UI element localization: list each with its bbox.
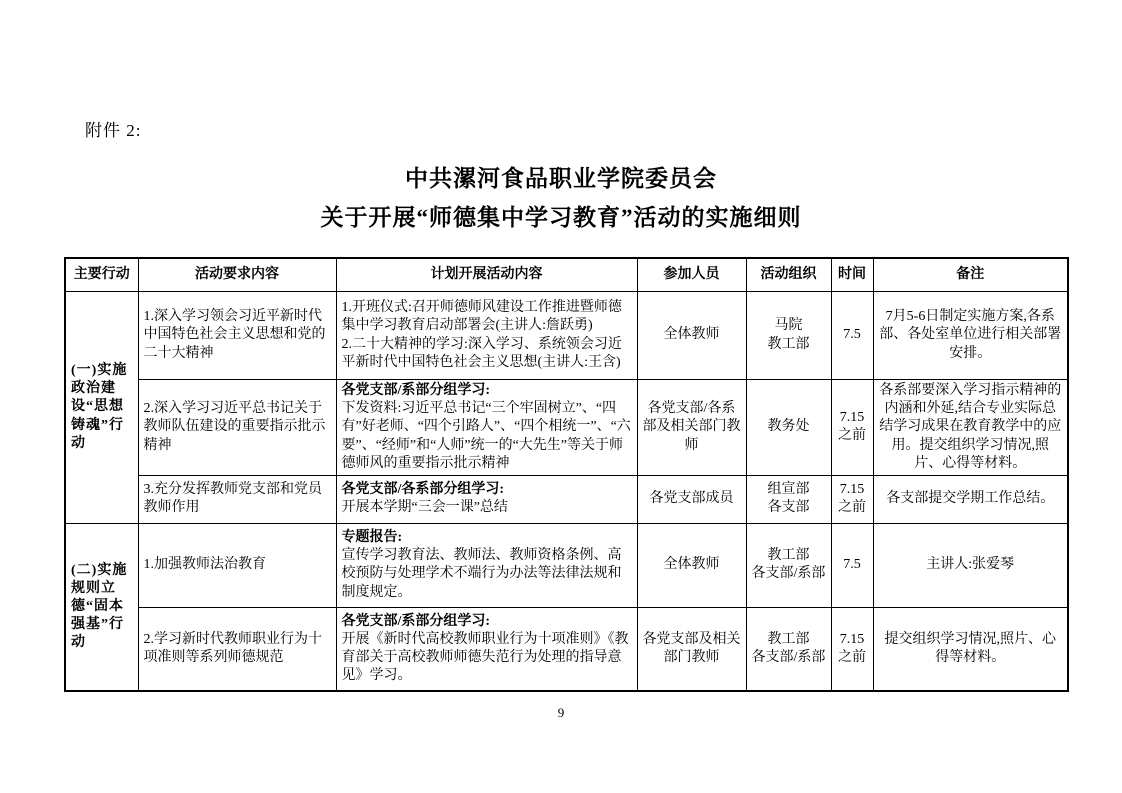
organizer-line: 教工部 [767, 548, 810, 564]
plan-item: 下发资料:习近平总书记“三个牢固树立”、“四有”好老师、“四个引路人”、“四个相统一”、“六要”、“经师”和“人师”统一的“大先生”等关于师德师风的重要指示批示精神 [341, 401, 631, 471]
plan-cell [336, 523, 637, 607]
plan-cell [336, 380, 637, 476]
participants-cell: 各党支部/各系部及相关部门教师 [637, 380, 746, 476]
participants-cell: 全体教师 [637, 292, 746, 380]
header-participants: 参加人员 [637, 258, 746, 292]
organizer-line: 组宣部 [767, 482, 810, 498]
organizer-line: 教务处 [767, 419, 810, 435]
document-title-line2: 关于开展“师德集中学习教育”活动的实施细则 [320, 205, 802, 230]
organizer-line: 各支部/系部 [751, 650, 826, 666]
participants-cell: 全体教师 [637, 523, 746, 607]
organizer-cell [746, 475, 831, 523]
header-requirement: 活动要求内容 [138, 258, 336, 292]
document-title-line1: 中共漯河食品职业学院委员会 [405, 166, 717, 191]
organizer-cell [746, 380, 831, 476]
header-main-action: 主要行动 [65, 258, 138, 292]
table-row [65, 380, 1068, 476]
organizer-cell [746, 607, 831, 691]
group-2-label: (二)实施规则立德“固本强基”行动 [65, 523, 138, 691]
table-header-row [65, 258, 1068, 292]
activity-schedule-table [64, 257, 1069, 692]
table-row [65, 607, 1068, 691]
remarks-cell: 提交组织学习情况,照片、心得等材料。 [873, 607, 1068, 691]
table-row [65, 523, 1068, 607]
organizer-line: 马院 [774, 318, 803, 334]
organizer-cell [746, 292, 831, 380]
remarks-cell: 7月5-6日制定实施方案,各系部、各处室单位进行相关部署安排。 [873, 292, 1068, 380]
attachment-label: 附件 2: [85, 121, 142, 140]
remarks-cell: 各支部提交学期工作总结。 [873, 475, 1068, 523]
plan-item: 宣传学习教育法、教师法、教师资格条例、高校预防与处理学术不端行为办法等法律法规和制度规定。 [341, 548, 622, 600]
requirement-cell: 1.深入学习领会习近平新时代中国特色社会主义思想和党的二十大精神 [138, 292, 336, 380]
plan-cell [336, 292, 637, 380]
organizer-line: 各支部/系部 [751, 566, 826, 582]
plan-heading: 各党支部/系部分组学习: [341, 383, 491, 398]
group-1-label: (一)实施政治建设“思想铸魂”行动 [65, 292, 138, 524]
plan-cell [336, 607, 637, 691]
table-row [65, 292, 1068, 380]
requirement-cell: 3.充分发挥教师党支部和党员教师作用 [138, 475, 336, 523]
time-cell: 7.15之前 [831, 380, 873, 476]
organizer-cell [746, 523, 831, 607]
plan-heading: 各党支部/系部分组学习: [341, 613, 491, 629]
participants-cell: 各党支部成员 [637, 475, 746, 523]
plan-item: 开展本学期“三会一课”总结 [341, 500, 508, 516]
plan-heading: 专题报告: [341, 530, 403, 546]
time-cell: 7.5 [831, 523, 873, 607]
plan-cell [336, 475, 637, 523]
header-remarks: 备注 [873, 258, 1068, 292]
time-cell: 7.15之前 [831, 607, 873, 691]
header-plan: 计划开展活动内容 [336, 258, 637, 292]
header-organizer: 活动组织 [746, 258, 831, 292]
requirement-cell: 1.加强教师法治教育 [138, 523, 336, 607]
requirement-cell: 2.学习新时代教师职业行为十项准则等系列师德规范 [138, 607, 336, 691]
plan-item: 1.开班仪式:召开师德师风建设工作推进暨师德集中学习教育启动部署会(主讲人:詹跃勇) [341, 300, 622, 334]
plan-heading: 各党支部/各系部分组学习: [341, 482, 505, 498]
organizer-line: 教工部 [767, 336, 810, 352]
participants-cell: 各党支部及相关部门教师 [637, 607, 746, 691]
header-time: 时间 [831, 258, 873, 292]
remarks-cell: 各系部要深入学习指示精神的内涵和外延,结合专业实际总结学习成果在教育教学中的应用。提交组织学习情况,照片、心得等材料。 [873, 380, 1068, 476]
table-row [65, 475, 1068, 523]
organizer-line: 各支部 [767, 500, 810, 516]
organizer-line: 教工部 [767, 632, 810, 647]
plan-item: 2.二十大精神的学习:深入学习、系统领会习近平新时代中国特色社会主义思想(主讲人:王含) [341, 336, 622, 370]
remarks-cell: 主讲人:张爱琴 [873, 523, 1068, 607]
time-cell: 7.15之前 [831, 475, 873, 523]
requirement-cell: 2.深入学习习近平总书记关于教师队伍建设的重要指示批示精神 [138, 380, 336, 476]
page-number: 9 [557, 705, 565, 720]
plan-item: 开展《新时代高校教师职业行为十项准则》《教育部关于高校教师师德失范行为处理的指导意见》学习。 [341, 632, 629, 684]
time-cell: 7.5 [831, 292, 873, 380]
